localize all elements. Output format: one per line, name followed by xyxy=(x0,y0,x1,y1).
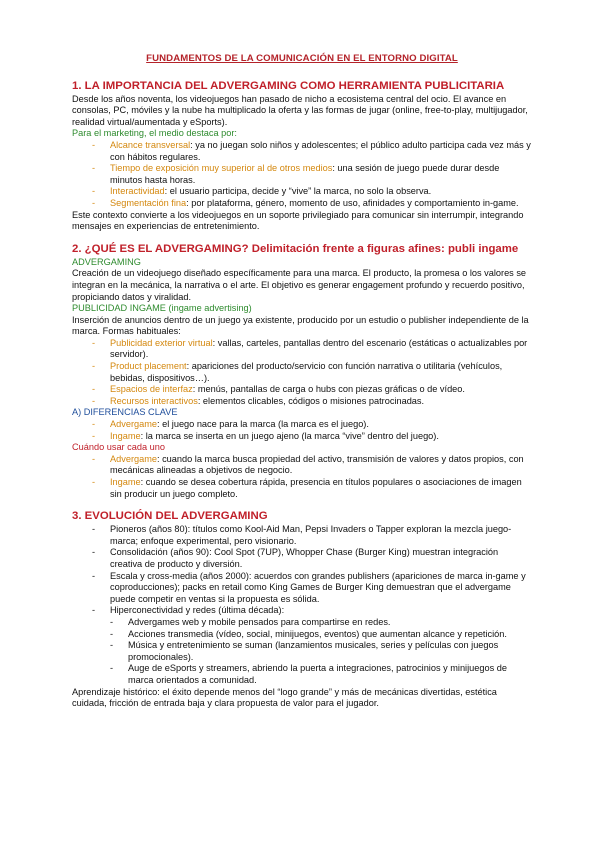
list-item: - Pioneros (años 80): títulos como Kool-Aid Man, Pepsi Invaders o Tapper exploran la mezcla juego-marca; enfoque experimental, pero visionario. xyxy=(72,524,532,547)
list-item xyxy=(72,186,532,198)
item-text: : cuando se desea cobertura rápida, presencia en títulos populares o asociaciones de imagen sin producir un juego completo. xyxy=(110,477,522,499)
diferencias-list xyxy=(72,419,532,442)
advergaming-label: ADVERGAMING xyxy=(72,256,141,267)
advergaming-text: Creación de un videojuego diseñado específicamente para una marca. El producto, la promesa o los valores se integran en la mecánica, la narrativa o el arte. El objetivo es generar engagement profundo y recuerdo positivo, propiciando datos y viralidad. xyxy=(72,268,527,302)
diferencias-label: A) DIFERENCIAS CLAVE xyxy=(72,407,178,418)
publicidad-ingame-list xyxy=(72,338,532,408)
item-term: Ingame xyxy=(110,477,141,487)
sub-list-item: - Auge de eSports y streamers, abriendo la puerta a integraciones, patrocinios y minijuegos de marca orientados a comunidad. xyxy=(108,663,532,686)
list-item xyxy=(72,431,532,443)
item-text: : apariciones del producto/servicio con función narrativa o utilitaria (vehículos, bebidas, dispositivos…). xyxy=(110,361,503,383)
sub-list-item: - Advergames web y mobile pensados para compartirse en redes. xyxy=(108,617,532,629)
section-1-list xyxy=(72,140,532,210)
section-3-closing: Aprendizaje histórico: el éxito depende menos del “logo grande” y más de mecánicas divertidas, estética cuidada, fricción de entrada baja y clara propuesta de valor para el jugador. xyxy=(72,686,497,709)
item-text: : el juego nace para la marca (la marca es el juego). xyxy=(156,419,369,430)
cuando-usar-list xyxy=(72,454,532,500)
item-term: Advergame xyxy=(110,419,157,430)
list-item xyxy=(72,163,532,186)
item-term: Product placement xyxy=(110,361,187,372)
item-term: Espacios de interfaz xyxy=(110,384,193,395)
item-text: : la marca se inserta en un juego ajeno (la marca “vive” dentro del juego). xyxy=(140,430,439,441)
section-2-heading: 2. ¿QUÉ ES EL ADVERGAMING? Delimitación frente a figuras afines: publi ingame xyxy=(72,242,519,255)
document-page xyxy=(72,50,532,710)
item-text: : el usuario participa, decide y “vive” la marca, no solo la observa. xyxy=(164,186,432,197)
publicidad-ingame-label: PUBLICIDAD INGAME (ingame advertising) xyxy=(72,303,252,314)
list-item xyxy=(72,454,532,477)
list-item xyxy=(72,477,532,500)
item-text: : una sesión de juego puede durar desde minutos hasta horas. xyxy=(110,163,500,185)
item-term: Segmentación fina xyxy=(110,197,187,208)
section-1-heading: 1. LA IMPORTANCIA DEL ADVERGAMING COMO HERRAMIENTA PUBLICITARIA xyxy=(72,79,505,92)
list-item: - Hiperconectividad y redes (última década): xyxy=(72,605,532,617)
item-text: : menús, pantallas de carga o hubs con piezas gráficas o de vídeo. xyxy=(192,384,465,395)
item-term: Alcance transversal xyxy=(110,139,191,150)
cuando-usar-label: Cuándo usar cada uno xyxy=(72,442,165,453)
item-term: Advergame xyxy=(110,453,157,464)
item-term: Publicidad exterior virtual xyxy=(110,337,213,348)
document-title: FUNDAMENTOS DE LA COMUNICACIÓN EN EL ENTORNO DIGITAL xyxy=(146,53,458,64)
item-text: : cuando la marca busca propiedad del activo, transmisión de valores y datos propios, con mecánicas alineadas a objetivos de negocio. xyxy=(110,453,524,476)
list-item xyxy=(72,396,532,408)
item-text: : elementos clicables, códigos o misiones patrocinadas. xyxy=(197,395,425,406)
list-item xyxy=(72,361,532,384)
section-1-closing: Este contexto convierte a los videojuegos en un soporte privilegiado para comunicar sin interrumpir, integrando mensajes en experiencias de entretenimiento. xyxy=(72,209,524,232)
hiperconectividad-sublist xyxy=(108,617,532,687)
item-term: Ingame xyxy=(110,430,141,441)
section-1-lead: Para el marketing, el medio destaca por: xyxy=(72,128,237,139)
publicidad-ingame-text: Inserción de anuncios dentro de un juego ya existente, producido por un estudio o publisher independiente de la marca. Formas habituales: xyxy=(72,314,529,337)
sub-list-item: - Acciones transmedia (vídeo, social, minijuegos, eventos) que aumentan alcance y repetición. xyxy=(108,629,532,641)
section-1-intro: Desde los años noventa, los videojuegos han pasado de nicho a ecosistema central del ocio. El avance en consolas, PC, móviles y la nube ha multiplicado la oferta y las formas de jugar (online, free-to-play, multijugador, realidad virtual/aumentada y eSports). xyxy=(72,93,528,127)
item-term: Interactividad xyxy=(110,186,165,197)
item-text: : ya no juegan solo niños y adolescentes; el público adulto participa cada vez más y con hábitos regulares. xyxy=(110,139,531,162)
list-item: - Consolidación (años 90): Cool Spot (7UP), Whopper Chase (Burger King) muestran integración creativa de producto y diversión. xyxy=(72,547,532,570)
item-text: : por plataforma, género, momento de uso, afinidades y comportamiento in-game. xyxy=(186,197,519,208)
section-3-heading: 3. EVOLUCIÓN DEL ADVERGAMING xyxy=(72,510,268,523)
list-item xyxy=(72,419,532,431)
list-item xyxy=(72,384,532,396)
list-item xyxy=(72,338,532,361)
item-text: : vallas, carteles, pantallas dentro del escenario (estáticas o actualizables por servidor). xyxy=(110,337,528,360)
item-term: Tiempo de exposición muy superior al de otros medios xyxy=(110,163,333,174)
item-term: Recursos interactivos xyxy=(110,395,198,406)
sub-list-item: - Música y entretenimiento se suman (lanzamientos musicales, series y películas con juegos promocionales). xyxy=(108,640,532,663)
evolucion-list xyxy=(72,524,532,617)
list-item xyxy=(72,198,532,210)
list-item: - Escala y cross-media (años 2000): acuerdos con grandes publishers (apariciones de marca in-game y coproducciones); packs en retail como King Games de Burger King demuestran que el advergame puede competir en ventas si la propuesta es sólida. xyxy=(72,571,532,606)
list-item xyxy=(72,140,532,163)
